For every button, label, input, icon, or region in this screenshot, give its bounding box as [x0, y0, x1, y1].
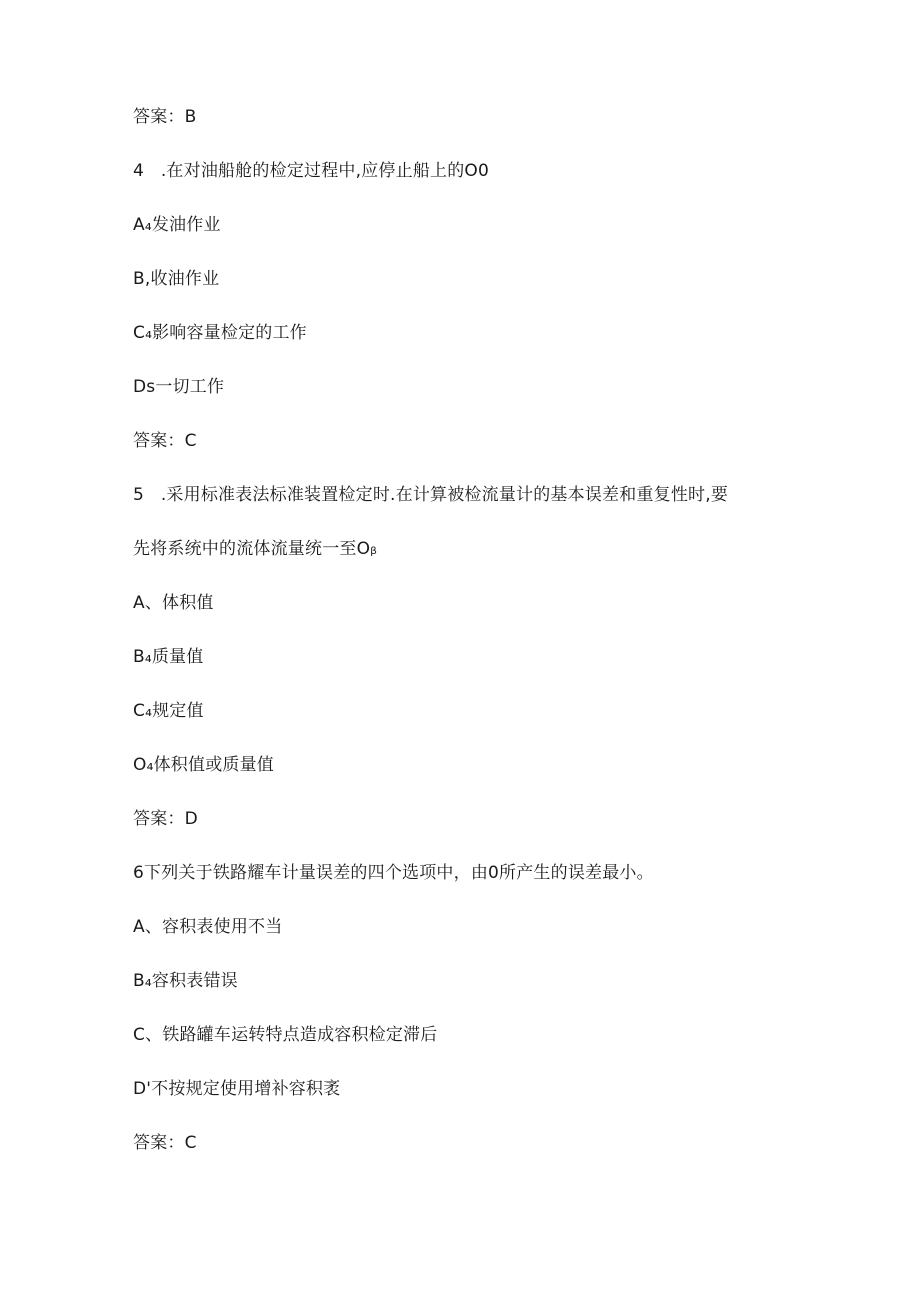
option-c: C、铁路罐车运转特点造成容积检定滞后	[133, 1025, 438, 1045]
answer-line: 答案：B	[133, 107, 197, 127]
option-c: C₄规定值	[133, 701, 204, 721]
option-b: B,收油作业	[133, 269, 220, 289]
question-5-stem: 5 .采用标准表法标准装置检定时.在计算被检流量计的基本误差和重复性时,要	[133, 485, 729, 505]
option-c: C₄影响容量检定的工作	[133, 323, 307, 343]
question-4-stem: 4 .在对油船舱的检定过程中,应停止船上的O0	[133, 161, 490, 181]
option-a: A₄发油作业	[133, 215, 221, 235]
answer-line: 答案：D	[133, 809, 198, 829]
option-b: B₄容积表错误	[133, 971, 238, 991]
answer-line: 答案：C	[133, 1133, 197, 1153]
option-a: A、容积表使用不当	[133, 917, 283, 937]
option-d: O₄体积值或质量值	[133, 755, 274, 775]
option-b: B₄质量值	[133, 647, 204, 667]
option-d: Ds一切工作	[133, 377, 225, 397]
option-a: A、体积值	[133, 593, 214, 613]
answer-line: 答案：C	[133, 431, 197, 451]
option-d: D'不按规定使用增补容积袤	[133, 1079, 341, 1099]
question-5-stem-continued: 先将系统中的流体流量统一至Oᵦ	[133, 539, 378, 559]
question-6-stem: 6下列关于铁路耀车计量误差的四个选项中，由0所产生的误差最小。	[133, 863, 654, 883]
